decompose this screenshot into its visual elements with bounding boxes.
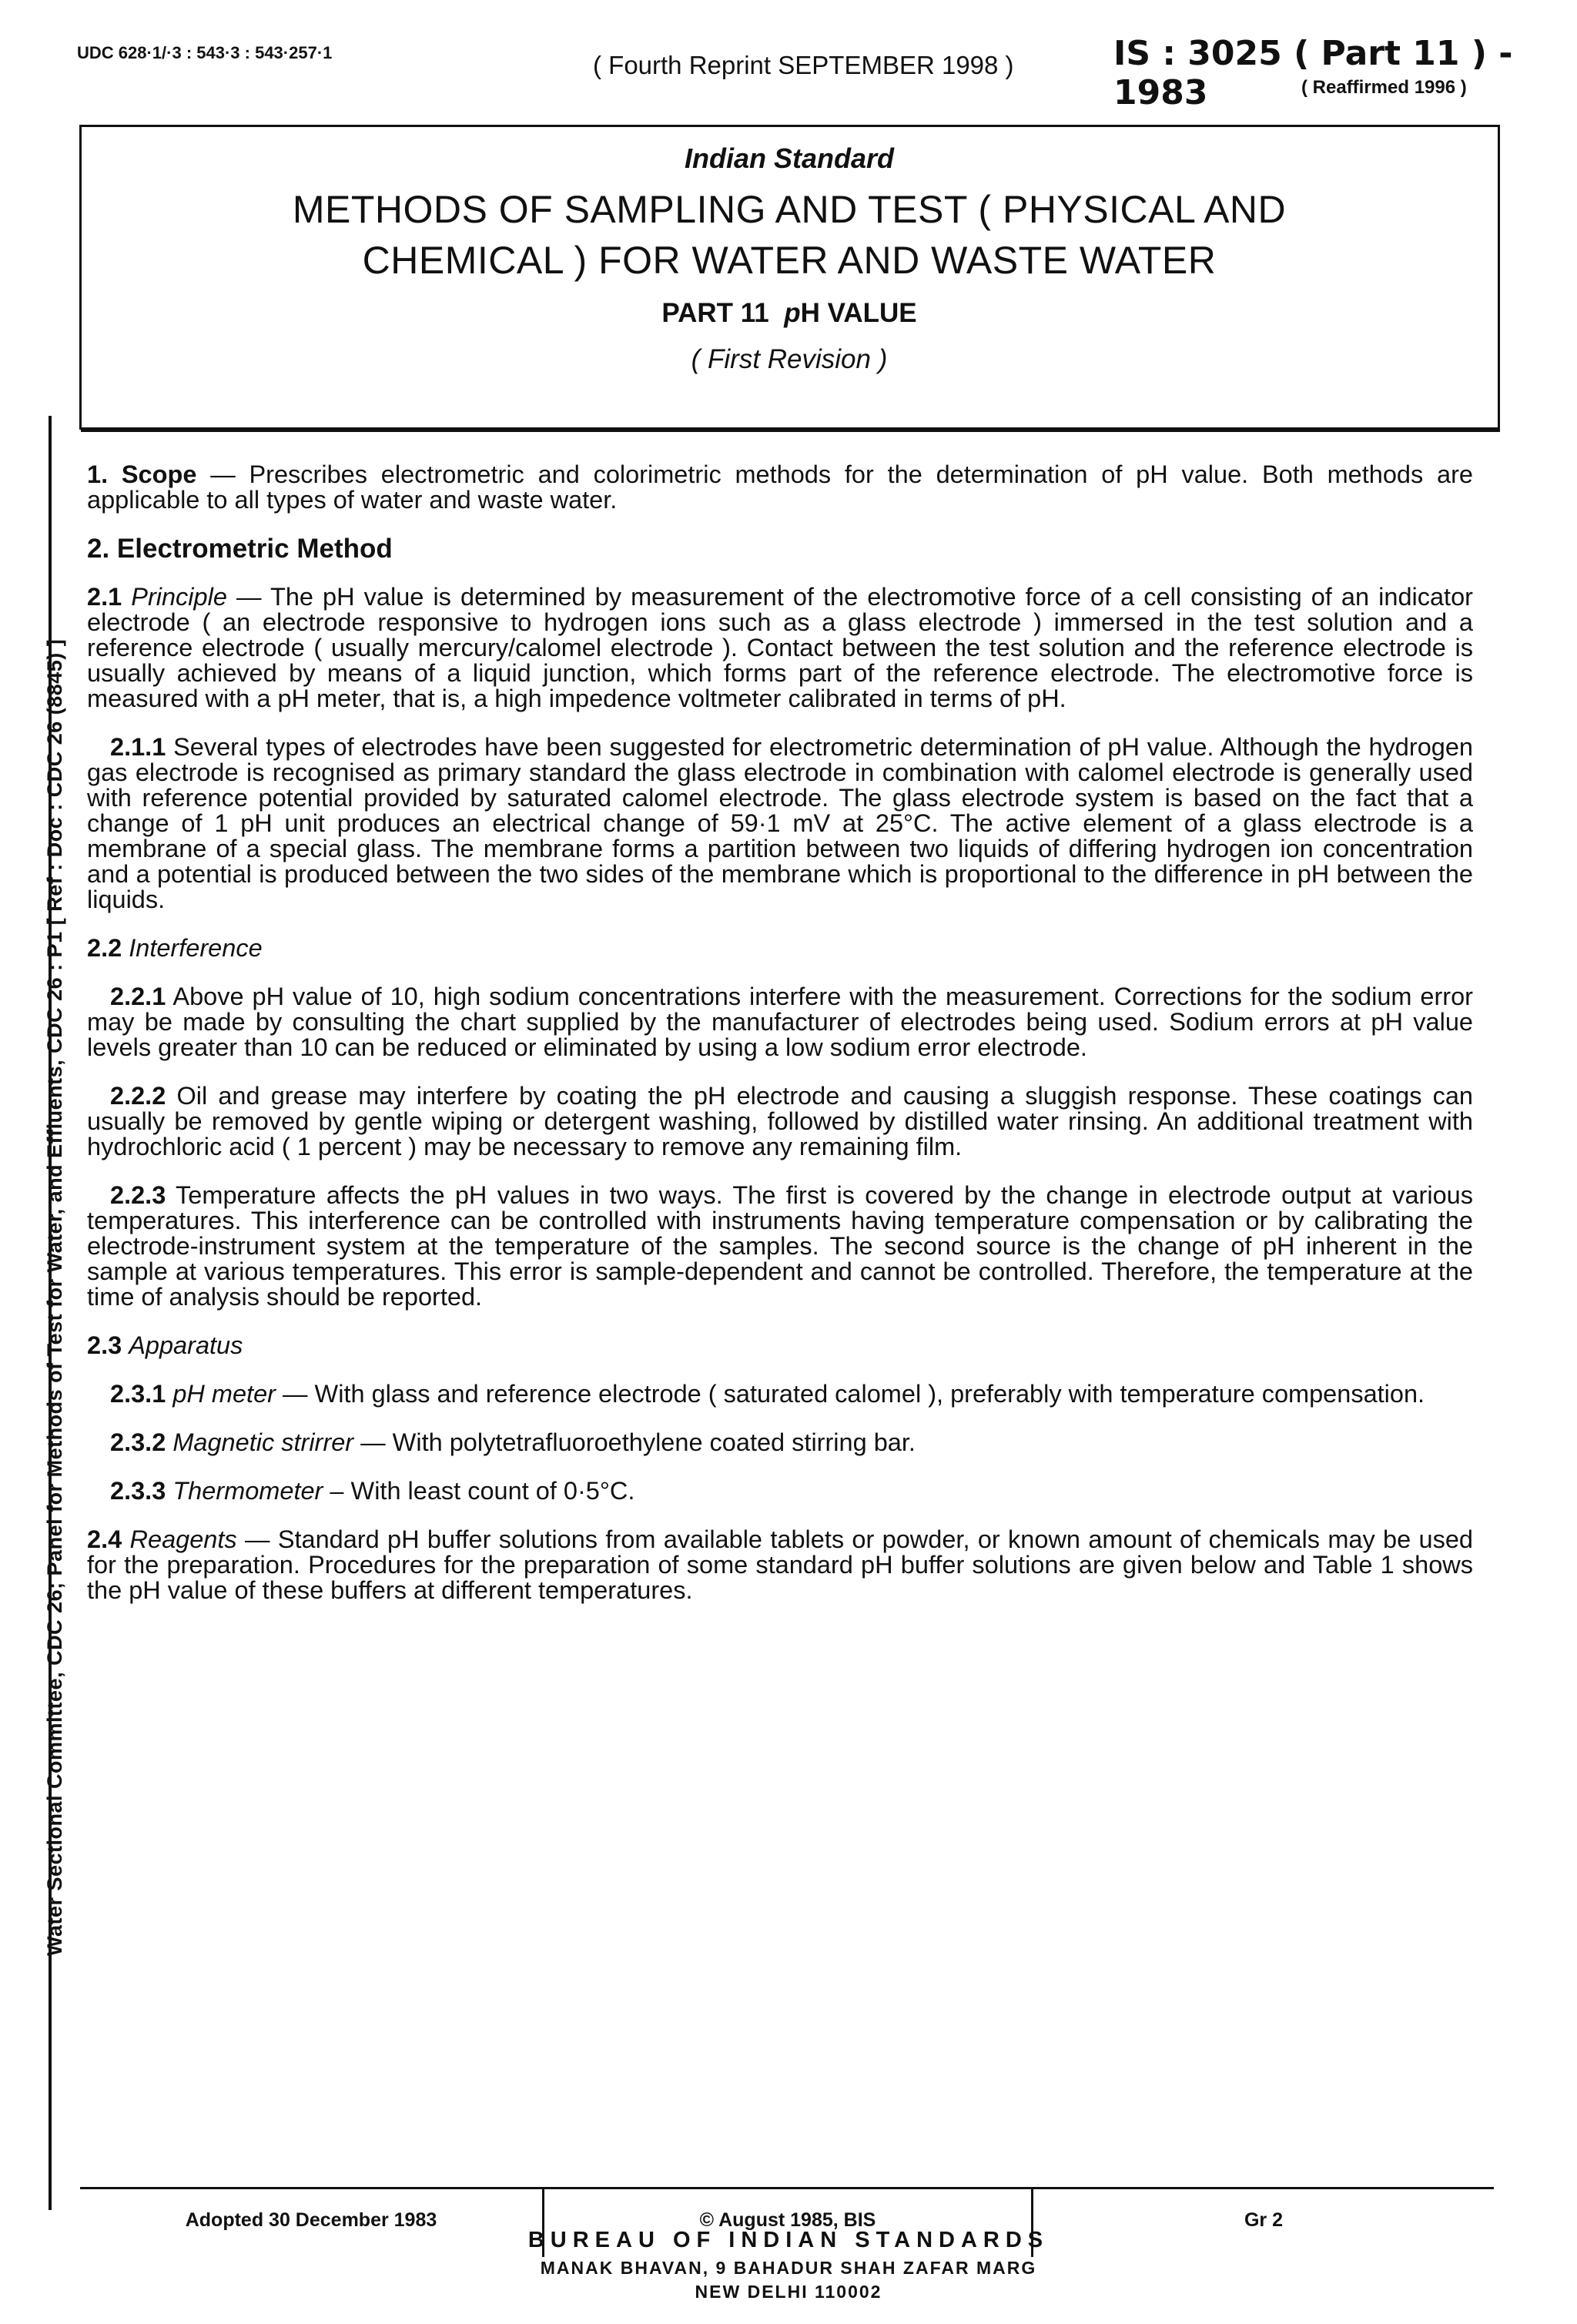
adopted-date: Adopted 30 December 1983 [185,2208,437,2231]
udc-code: UDC 628·1/·3 : 543·3 : 543·257·1 [77,43,333,62]
section-2-2-1: 2.2.1 Above pH value of 10, high sodium concentrations interfere with the measurement. Corrections for the sodium error may be made by consulting the chart supplied by the manufacturer of electrodes being used. Sodium errors at pH value levels greater than 10 can be reduced or eliminated by using a low sodium error electrode. [87,983,1473,1061]
section-1-scope: 1. Scope — Prescribes electrometric and colorimetric methods for the determination of pH value. Both methods are applicable to all types of water and waste water. [87,460,1474,514]
side-committee-note: Water Sectional Committee, CDC 26; Panel for Methods of Test for Water, and Effluents, CDC 26 : P1 [ Ref : Doc : CDC 26 (8845) ] [43,638,66,1956]
part-ph-italic: p [784,298,801,328]
price-group: Gr 2 [1244,2208,1284,2231]
section-2-1-1: 2.1.1 Several types of electrodes have been suggested for electrometric determination of pH value. Although the hydrogen gas electrode is recognised as primary standard the glass electrode in combination with calomel electrode is generally used with reference potential provided by saturated calomel electrode. The glass electrode system is based on the fact that a change of 1 pH unit produces an electrical change of 59·1 mV at 25°C. The active element of a glass electrode is a membrane of a special glass. The membrane forms a partition between two liquids of differing hydrogen ion concentration and a potential is produced between the two sides of the membrane which is proportional to the difference in pH between the liquids. [87,733,1473,913]
section-2-2-3: 2.2.3 Temperature affects the pH values in two ways. The first is covered by the change in electrode output at various temperatures. This interference can be controlled with instruments having temperature compensation or by calibrating the electrode-instrument system at the temperature of the samples. The second source is the change of pH inherent in the sample at various temperatures. This error is sample-dependent and cannot be controlled. Therefore, the temperature at the time of analysis should be reported. [87,1181,1473,1311]
section-2-heading: 2. Electrometric Method [87,534,393,564]
section-2-3-heading: 2.3 Apparatus [87,1331,243,1359]
main-title-line-2: CHEMICAL ) FOR WATER AND WASTE WATER [362,239,1217,282]
indian-standard-label: Indian Standard [684,142,895,174]
revision-label: ( First Revision ) [691,344,888,374]
reaffirmed-note: ( Reaffirmed 1996 ) [1301,77,1467,98]
section-2-3-2: 2.3.2 Magnetic strirrer — With polytetrafluoroethylene coated stirring bar. [110,1428,916,1456]
publisher-address-line-1: MANAK BHAVAN, 9 BAHADUR SHAH ZAFAR MARG [540,2258,1037,2278]
part-suffix: H VALUE [800,298,917,328]
copyright-note: © August 1985, BIS [699,2208,876,2231]
section-2-1-principle: 2.1 Principle — The pH value is determined by measurement of the electromotive force of a cell consisting of an indicator electrode ( an electrode responsive to hydrogen ions such as a glass electrode ) immersed in the test solution and a reference electrode ( usually mercury/calomel electrode ). Contact between the test solution and the reference electrode is usually achieved by means of a liquid junction, which forms part of the reference electrode. The electromotive force is measured with a pH meter, that is, a high impedence voltmeter calibrated in terms of pH. [87,583,1473,712]
main-title-line-1: METHODS OF SAMPLING AND TEST ( PHYSICAL AND [292,188,1287,231]
section-2-3-3: 2.3.3 Thermometer – With least count of 0·5°C. [110,1477,635,1505]
section-2-4-reagents: 2.4 Reagents — Standard pH buffer solutions from available tablets or powder, or known amount of chemicals may be used for the preparation. Procedures for the preparation of some standard pH buffer solutions are given below and Table 1 shows the pH value of these buffers at different temperatures. [87,1525,1474,1604]
standard-number: IS : 3025 ( Part 11 ) - 1983 [1113,34,1513,112]
part-title [81,298,1498,329]
section-2-2-heading: 2.2 Interference [87,934,263,962]
reprint-note: ( Fourth Reprint SEPTEMBER 1998 ) [593,51,1014,79]
title-block [81,125,1500,432]
publisher-name: BUREAU OF INDIAN STANDARDS [527,2228,1050,2252]
publisher-address-line-2: NEW DELHI 110002 [695,2282,882,2302]
document-body [87,462,1473,1603]
section-2-2-2: 2.2.2 Oil and grease may interfere by coating the pH electrode and causing a sluggish response. These coatings can usually be removed by gentle wiping or detergent washing, followed by distilled water rinsing. An additional treatment with hydrochloric acid ( 1 percent ) may be necessary to remove any remaining film. [87,1082,1473,1160]
part-prefix: PART 11 [661,298,769,328]
section-2-3-1: 2.3.1 pH meter — With glass and reference electrode ( saturated calomel ), preferably with temperature compensation. [110,1380,1425,1408]
